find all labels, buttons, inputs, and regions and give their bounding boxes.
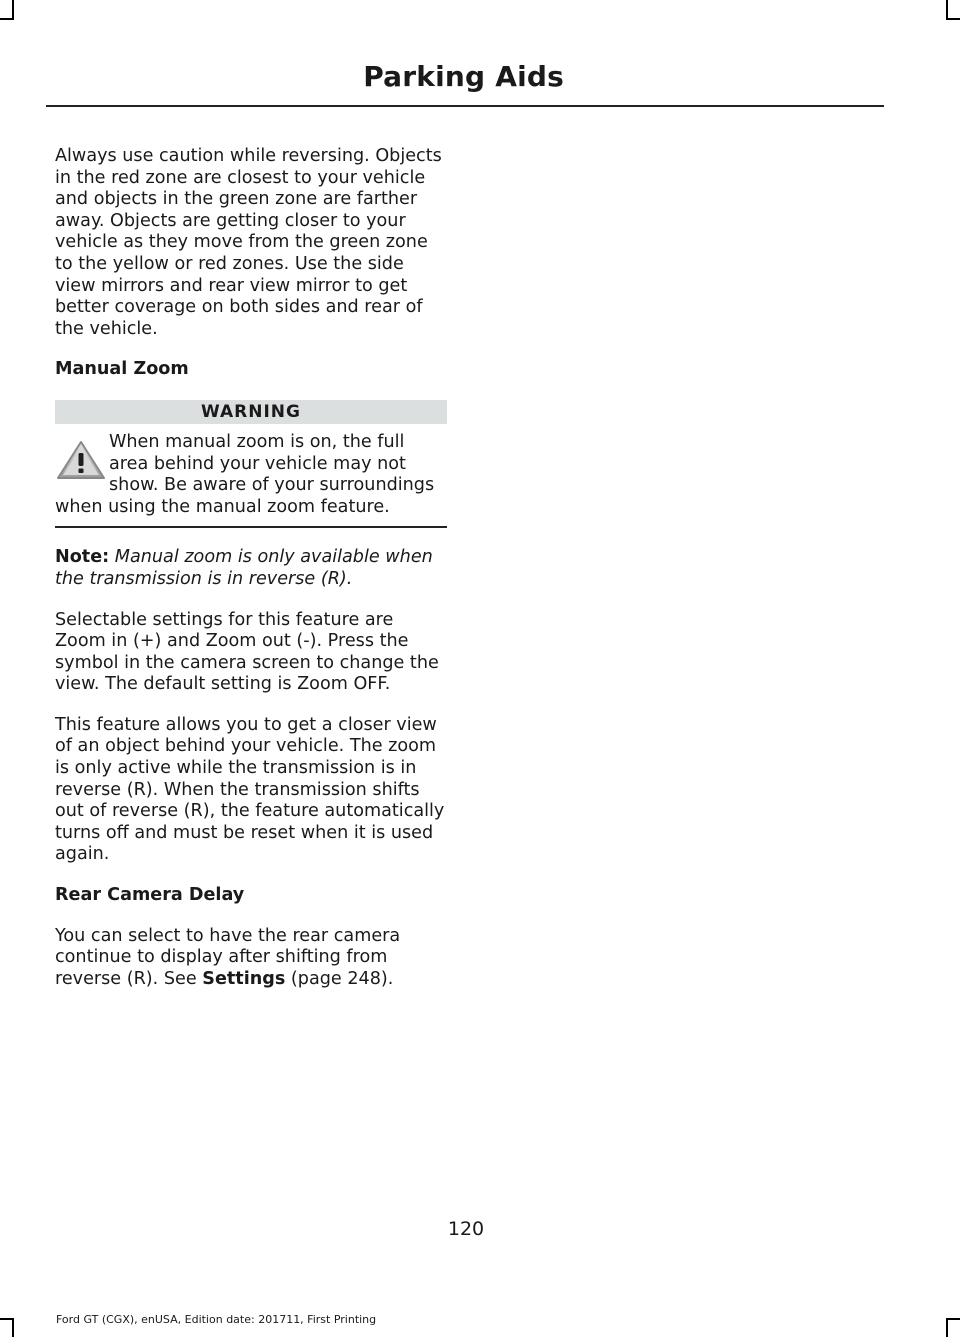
warning-label: WARNING — [55, 400, 447, 424]
crop-mark — [946, 1318, 960, 1320]
zoom-settings-paragraph: Selectable settings for this feature are Zoom in (+) and Zoom out (-). Press the symbol in the camera screen to change the view. The default setting is Zoom OFF. — [55, 609, 439, 695]
note — [55, 547, 447, 590]
crop-mark — [946, 1318, 948, 1337]
rear-camera-delay-text: You can select to have the rear camera continue to display after shifting from reverse (R). See — [55, 925, 401, 989]
note-text: Manual zoom is only available when the transmission is in reverse (R). — [55, 547, 433, 589]
crop-mark — [0, 1318, 14, 1320]
page-number: 120 — [447, 1218, 485, 1240]
note-label: Note: — [55, 547, 110, 568]
crop-mark — [12, 1318, 14, 1337]
warning-text: When manual zoom is on, the full area behind your vehicle may not show. Be aware of your surroundings when using the manual zoom feature. — [55, 431, 435, 517]
crop-mark — [946, 0, 948, 20]
page-title: Parking Aids — [363, 60, 564, 93]
warning-triangle-icon — [55, 440, 107, 480]
rear-camera-delay-paragraph — [55, 926, 447, 991]
manual-zoom-heading: Manual Zoom — [55, 359, 189, 380]
main-column — [55, 146, 447, 1009]
footer-text: Ford GT (CGX), enUSA, Edition date: 201711, First Printing — [56, 1313, 377, 1326]
page-reference: (page 248). — [285, 968, 394, 989]
intro-paragraph: Always use caution while reversing. Objects in the red zone are closest to your vehicle and objects in the green zone are farther away. Objects are getting closer to your vehicle as they move from the green zone to the yellow or red zones. Use the side view mirrors and rear view mirror to get better coverage on both sides and rear of the vehicle. — [55, 146, 442, 339]
settings-link[interactable]: Settings — [202, 968, 286, 989]
zoom-feature-paragraph: This feature allows you to get a closer view of an object behind your vehicle. The zoom is only active while the transmission is in reverse (R). When the transmission shifts out of reverse (R), the feature automatically turns off and must be reset when it is used again. — [55, 714, 445, 865]
crop-mark — [946, 18, 960, 20]
warning-box — [55, 432, 447, 528]
rear-camera-delay-heading: Rear Camera Delay — [55, 885, 245, 906]
crop-mark — [12, 0, 14, 20]
crop-mark — [0, 18, 14, 20]
header-rule — [46, 105, 884, 107]
